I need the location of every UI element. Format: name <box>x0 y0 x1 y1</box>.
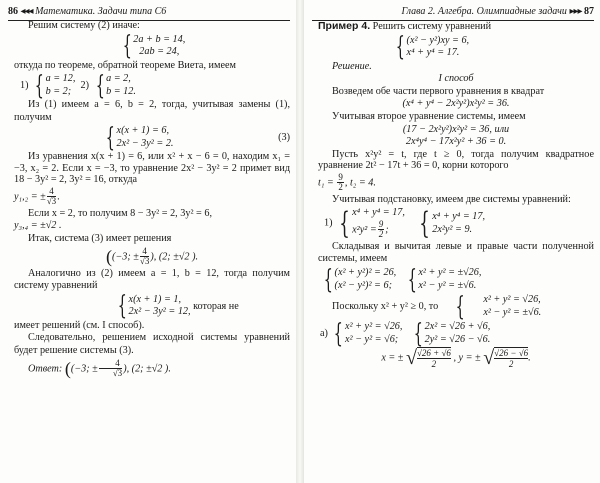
fraction <box>378 220 385 240</box>
final-formula <box>318 347 594 369</box>
option-label: 2) <box>80 80 89 92</box>
equation: x(x + 1) = 1, <box>128 293 182 305</box>
example-text: Решить систему уравнений <box>372 21 492 32</box>
equation: x² − y² = ±√6. <box>483 306 542 318</box>
page-number: 87 <box>584 6 594 17</box>
numerator: 4 <box>140 247 149 258</box>
equation: x⁴ + y⁴ = 17. <box>406 47 460 59</box>
equation: 2x² − 3y² = 12, <box>128 306 191 318</box>
formula: (−3; ± <box>70 362 98 374</box>
text-line: y₁,₂ = ± $\frac{4}{√3}$ . <box>14 185 60 207</box>
running-title: Глава 2. Алгебра. Олимпиадные задачи <box>401 6 567 17</box>
header-marks: ◂◂◂ <box>20 6 33 17</box>
sqrt-fraction: √ $\frac{√26 + √6}{2}$ <box>405 347 451 370</box>
denominator: √3 <box>139 256 150 267</box>
text-line: которая не <box>193 300 239 312</box>
equation: (17 − 2x²y²)x²y² = 36, или <box>402 123 510 135</box>
equation: (x² + y²)² = 26, <box>334 267 397 279</box>
equation: x² + y² = ±√26, <box>418 267 482 279</box>
numerator: 9 <box>338 171 343 182</box>
system-line: { x(x + 1) = 1, 2x² − 3y² = 12, которая не <box>117 291 239 322</box>
right-page-header <box>312 6 594 21</box>
text-paragraph: Из уравнения x(x + 1) = 6, или x² + x − 6 = 0, находим x₁ = −3, x₂ = 2. Если x = −3, то уравнение 2x² − 3y² = 2 примет вид 18 − 3y² = 2, 3y² = 16, откуда <box>14 151 290 186</box>
system-pair: а) { x² + y² = √26, x² − y² = √6; { 2x² = √26 + √6, 2y² = √26 − √6. <box>320 318 491 349</box>
equation: 2x²y² = 9. <box>432 223 473 235</box>
equation: (x² − y²)² = 6; <box>334 279 392 291</box>
method-title: I способ <box>438 73 474 85</box>
formula: x = ± <box>381 352 404 364</box>
equation: x² + y² = √26, <box>345 321 403 333</box>
equation: 2x² = √26 + √6, <box>424 321 491 333</box>
left-page-content <box>14 20 290 481</box>
page-number: 86 <box>8 6 18 17</box>
equation-number: (3) <box>278 131 290 143</box>
formula: , y = ± <box>453 352 481 364</box>
text-line: имеет решений (см. I способ). <box>14 319 145 331</box>
denominator: 2 <box>508 359 514 370</box>
right-page <box>304 0 600 483</box>
text-line: Учитывая подстановку, имеем две системы уравнений: <box>332 193 571 205</box>
radicand: 26 − √6 <box>499 348 529 359</box>
denominator: √3 <box>112 368 123 379</box>
system-pair: { (x² + y²)² = 26, (x² − y²)² = 6; { x² + y² = ±√26, x² − y² = ±√6. <box>323 264 482 295</box>
equation: 2y² = √26 − √6. <box>424 333 491 345</box>
equation: x⁴ + y⁴ = 17, <box>352 207 405 219</box>
option-label: 1) <box>20 80 29 92</box>
denominator: 2 <box>431 359 437 370</box>
running-title: Математика. Задачи типа С6 <box>35 6 167 17</box>
answer-label: Ответ: <box>28 362 63 374</box>
equation: x⁴ + y⁴ = 17, <box>432 211 486 223</box>
equation: 2ab = 24, <box>139 46 180 58</box>
text-line: Следовательно, решением исходной системы уравнений будет решение системы (3). <box>14 332 290 357</box>
equation: (x² − y²)xy = 6, <box>406 34 470 46</box>
fraction <box>140 247 149 267</box>
equation: a = 12, <box>45 73 76 85</box>
equation: x(x + 1) = 6, <box>116 125 170 137</box>
text-line: откуда по теореме, обратной теореме Виета, имеем <box>14 59 236 71</box>
text-line: Аналогично из (2) имеем a = 1, b = 12, тогда получим систему уравнений <box>14 267 290 292</box>
equation: b = 2; <box>45 85 72 97</box>
option-label: 1) <box>324 217 333 229</box>
denominator: 2 <box>378 229 384 240</box>
formula: ), (2; ±√2 ). <box>123 362 171 374</box>
solution-label: Решение. <box>332 60 372 72</box>
numerator: √26 + √6 <box>416 348 451 359</box>
numerator: 4 <box>47 187 56 198</box>
formula: (−3; ± <box>111 251 139 262</box>
text-line: Учитывая второе уравнение системы, имеем <box>332 110 526 122</box>
denominator: √3 <box>46 196 57 207</box>
equation: (x⁴ + y⁴ − 2x²y²)x²y² = 36. <box>402 98 510 110</box>
text-line: Из (1) имеем a = 6, b = 2, тогда, учитывая замены (1), получим <box>14 99 290 123</box>
formula: x²y² = <box>352 224 377 236</box>
equation: 2x⁴y⁴ − 17x²y² + 36 = 0. <box>405 136 507 148</box>
solution-options: 1) { a = 12, b = 2; 2) { a = 2, b = 12. <box>20 70 136 101</box>
numerator: 4 <box>99 359 122 370</box>
fraction <box>337 173 344 193</box>
answer-line: Ответ: ((−3; ± $\frac{4}{√3}$ ), (2; ±√2 ). <box>28 357 171 379</box>
equation: x² + y² = √26, <box>483 294 541 306</box>
right-page-content <box>318 20 594 481</box>
formula: y₁,₂ = ± <box>14 191 46 203</box>
text-paragraph: Пусть x²y² = t, где t ≥ 0, тогда получим квадратное уравнение 2t² − 17t + 36 = 0, корни которого <box>318 148 594 172</box>
system-line: Поскольку x² + y² ≥ 0, то { x² + y² = √26, x² − y² = ±√6. <box>332 291 542 322</box>
system-equations: { 2a + b = 14, 2ab = 24, <box>122 31 186 62</box>
equation <box>352 220 405 240</box>
formula: t₁ = <box>318 177 334 189</box>
system-pair: 1) { x⁴ + y⁴ = 17, x²y² = $\frac{9}{2}$ ; { x⁴ + y⁴ = 17, 2x²y² = 9. <box>324 205 486 241</box>
left-page <box>0 0 296 483</box>
example-title: Пример 4. <box>318 20 371 32</box>
text-line: Складывая и вычитая левые и правые части полученной системы, имеем <box>318 240 594 265</box>
text-line: y₃,₄ = ±√2 . <box>14 220 62 232</box>
example-heading <box>318 20 594 34</box>
formula: ; <box>385 224 389 236</box>
option-label: а) <box>320 327 328 339</box>
text-line <box>318 173 594 193</box>
numerator: 9 <box>378 218 384 229</box>
text-line: Возведем обе части первого уравнения в квадрат <box>332 85 545 97</box>
formula: . <box>528 352 531 364</box>
solution-line: ((−3; ± $\frac{4}{√3}$ ), (2; ±√2 ). <box>105 245 199 267</box>
formula: , t₂ = 4. <box>344 177 376 189</box>
formula: ), (2; ±√2 ). <box>150 251 199 262</box>
sqrt-fraction: √ $\frac{√26 - √6}{2}$ <box>483 347 529 370</box>
equation: 2a + b = 14, <box>133 33 186 45</box>
text-line: Поскольку x² + y² ≥ 0, то <box>332 300 439 312</box>
equation: x² − y² = √6; <box>345 333 399 345</box>
text-line: Решим систему (2) иначе: <box>28 20 140 31</box>
equation: a = 2, <box>106 73 131 85</box>
denominator: 2 <box>338 182 343 193</box>
text-line: Итак, система (3) имеет решения <box>28 233 172 245</box>
book-gutter <box>296 0 304 483</box>
system-equations: { x(x + 1) = 6, 2x² − 3y² = 2. (3) <box>105 122 290 153</box>
system-equations: { (x² − y²)xy = 6, x⁴ + y⁴ = 17. <box>395 32 470 63</box>
left-page-header <box>8 6 290 21</box>
radicand: 26 + √6 <box>421 348 451 359</box>
fraction <box>99 359 122 379</box>
text-line: Если x = 2, то получим 8 − 3y² = 2, 3y² = 6, <box>28 207 212 219</box>
header-marks: ▸▸▸ <box>569 6 582 17</box>
equation: x² − y² = ±√6. <box>418 279 477 291</box>
numerator: √26 − √6 <box>494 348 529 359</box>
equation: 2x² − 3y² = 2. <box>116 137 174 149</box>
equation: b = 12. <box>106 85 136 97</box>
fraction <box>47 187 56 207</box>
